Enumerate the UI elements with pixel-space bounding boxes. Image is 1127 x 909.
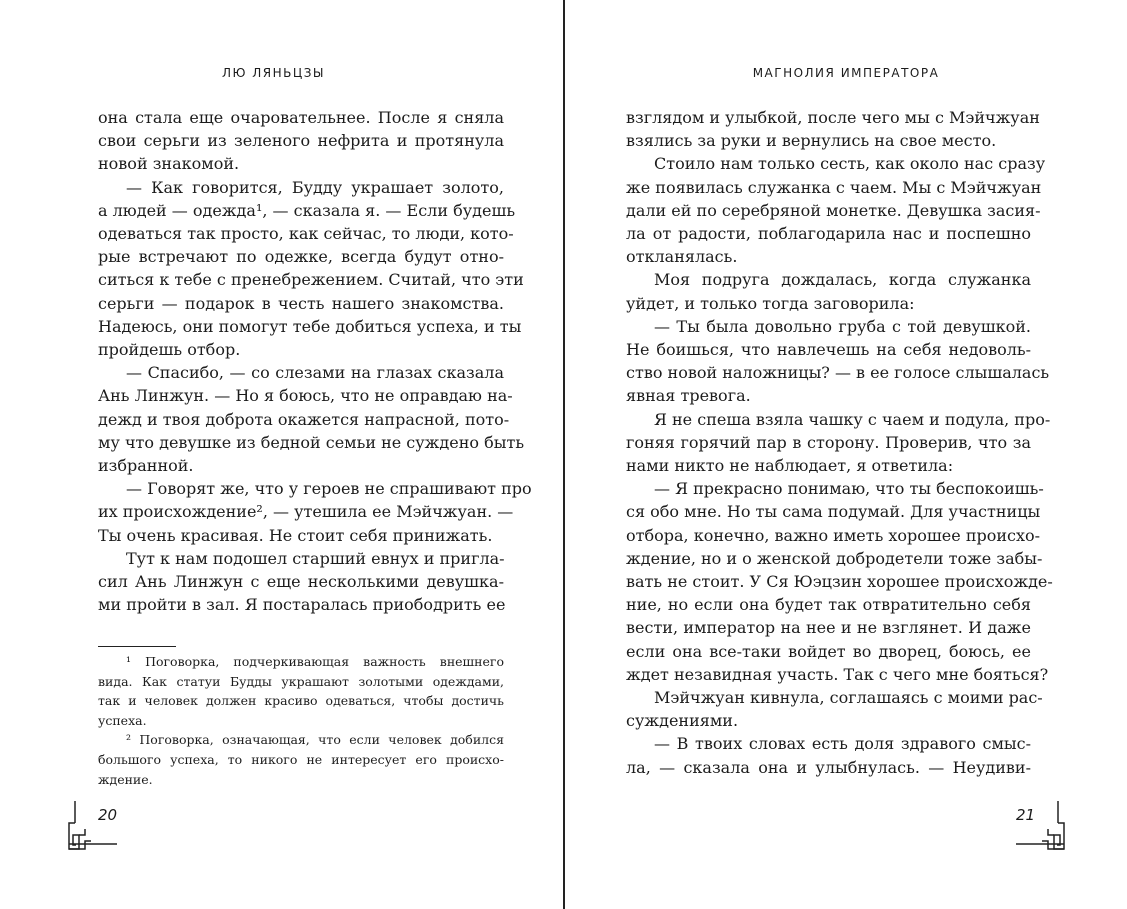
footnote-rule xyxy=(98,646,176,647)
footnote-line: так и человек должен красиво одеваться, чтобы достичь xyxy=(98,693,504,709)
text-line: отбора, конечно, важно иметь хорошее происхо- xyxy=(626,525,1041,545)
text-line: рые встречают по одежке, всегда будут отно- xyxy=(98,247,504,267)
text-line: Ты очень красивая. Не стоит себя принижать. xyxy=(98,525,493,545)
text-line: она стала еще очаровательнее. После я сняла xyxy=(98,108,504,127)
text-line: Я не спеша взяла чашку с чаем и подула, про- xyxy=(654,409,1051,429)
text-line: явная тревога. xyxy=(626,386,751,406)
text-line: Не боишься, что навлечешь на себя недоволь- xyxy=(626,340,1031,360)
text-line: вести, император на нее и не взглянет. И даже xyxy=(626,618,1031,638)
text-line: ла, — сказала она и улыбнулась. — Неудиви- xyxy=(626,757,1031,777)
text-line: суждениями. xyxy=(626,711,739,731)
text-line: ми пройти в зал. Я постаралась приободрить ее xyxy=(98,595,506,615)
footnote-line: ждение. xyxy=(98,771,153,787)
text-line: избранной. xyxy=(98,456,194,476)
running-head-title: МАГНОЛИЯ ИМПЕРАТОРА xyxy=(752,66,940,80)
text-line: новой знакомой. xyxy=(98,154,240,174)
text-line: — Говорят же, что у героев не спрашивают про xyxy=(126,479,532,499)
text-line: если она все-таки войдет во дворец, боюсь, ее xyxy=(626,641,1031,661)
text-line: их происхождение², — утешила ее Мэйчжуан. — xyxy=(98,502,514,522)
text-line: Ань Линжун. — Но я боюсь, что не оправдаю на- xyxy=(98,386,513,406)
corner-ornament-icon xyxy=(65,801,125,857)
text-line: гоняя горячий пар в сторону. Проверив, что за xyxy=(626,432,1031,452)
running-head-author: ЛЮ ЛЯНЬЦЗЫ xyxy=(221,66,325,80)
right-body-text xyxy=(626,106,1053,779)
text-line: ждет незавидная участь. Так с чего мне бояться? xyxy=(626,664,1049,684)
text-line: взглядом и улыбкой, после чего мы с Мэйчжуан xyxy=(626,108,1040,127)
text-line: дежд и твоя доброта окажется напрасной, пото- xyxy=(98,409,510,429)
text-line: вать не стоит. У Ся Юэцзин хорошее происхожде- xyxy=(626,572,1053,592)
footnote-line: ¹ Поговорка, подчеркивающая важность внешнего xyxy=(126,654,504,669)
text-line: свои серьги из зеленого нефрита и протянула xyxy=(98,131,504,151)
text-line: уйдет, и только тогда заговорила: xyxy=(626,293,915,313)
page-number: 21 xyxy=(1016,806,1036,824)
text-line: взялись за руки и вернулись на свое место. xyxy=(626,131,997,151)
page-number: 20 xyxy=(98,806,118,824)
corner-ornament-icon xyxy=(1008,801,1068,857)
left-page xyxy=(0,0,563,909)
text-line: Моя подруга дождалась, когда служанка xyxy=(654,270,1031,290)
text-line: — Как говорится, Будду украшает золото, xyxy=(126,177,504,197)
text-line: Надеюсь, они помогут тебе добиться успеха, и ты xyxy=(98,316,522,336)
text-line: нами никто не наблюдает, я ответила: xyxy=(626,456,954,476)
text-line: серьги — подарок в честь нашего знакомства. xyxy=(98,293,504,313)
footnote-line: вида. Как статуи Будды украшают золотыми одеждами, xyxy=(98,673,504,689)
text-line: пройдешь отбор. xyxy=(98,340,241,360)
footnote-line: успеха. xyxy=(98,712,147,728)
text-line: ла от радости, поблагодарила нас и поспешно xyxy=(626,224,1031,244)
text-line: — В твоих словах есть доля здравого смыс- xyxy=(654,734,1031,754)
text-line: ся обо мне. Но ты сама подумай. Для участницы xyxy=(626,502,1041,522)
right-page xyxy=(565,0,1127,909)
text-line: откланялась. xyxy=(626,247,738,267)
text-line: ние, но если она будет так отвратительно себя xyxy=(626,595,1031,615)
footnotes xyxy=(98,652,504,789)
text-line: Стоило нам только сесть, как около нас сразу xyxy=(654,154,1046,174)
footnote-line: ² Поговорка, означающая, что если человек добился xyxy=(126,732,504,748)
text-line: — Ты была довольно груба с той девушкой. xyxy=(654,316,1031,336)
text-line: дали ей по серебряной монетке. Девушка засия- xyxy=(626,200,1041,220)
text-line: а людей — одежда¹, — сказала я. — Если будешь xyxy=(98,200,516,220)
text-line: ситься к тебе с пренебрежением. Считай, что эти xyxy=(98,270,524,290)
text-line: — Я прекрасно понимаю, что ты беспокоишь- xyxy=(654,479,1044,499)
text-line: Тут к нам подошел старший евнух и пригла- xyxy=(126,548,505,568)
text-line: ство новой наложницы? — в ее голосе слышалась xyxy=(626,363,1050,383)
text-line: сил Ань Линжун с еще несколькими девушка- xyxy=(98,572,504,592)
text-line: ждение, но и о женской добродетели тоже забы- xyxy=(626,548,1043,568)
text-line: Мэйчжуан кивнула, соглашаясь с моими рас- xyxy=(654,688,1043,708)
text-line: же появилась служанка с чаем. Мы с Мэйчжуан xyxy=(626,177,1042,197)
text-line: му что девушке из бедной семьи не суждено быть xyxy=(98,432,525,452)
left-body-text xyxy=(98,106,532,616)
text-line: одеваться так просто, как сейчас, то люди, кото- xyxy=(98,224,514,244)
text-line: — Спасибо, — со слезами на глазах сказала xyxy=(126,363,504,383)
footnote-line: большого успеха, то никого не интересует его происхо- xyxy=(98,751,504,767)
